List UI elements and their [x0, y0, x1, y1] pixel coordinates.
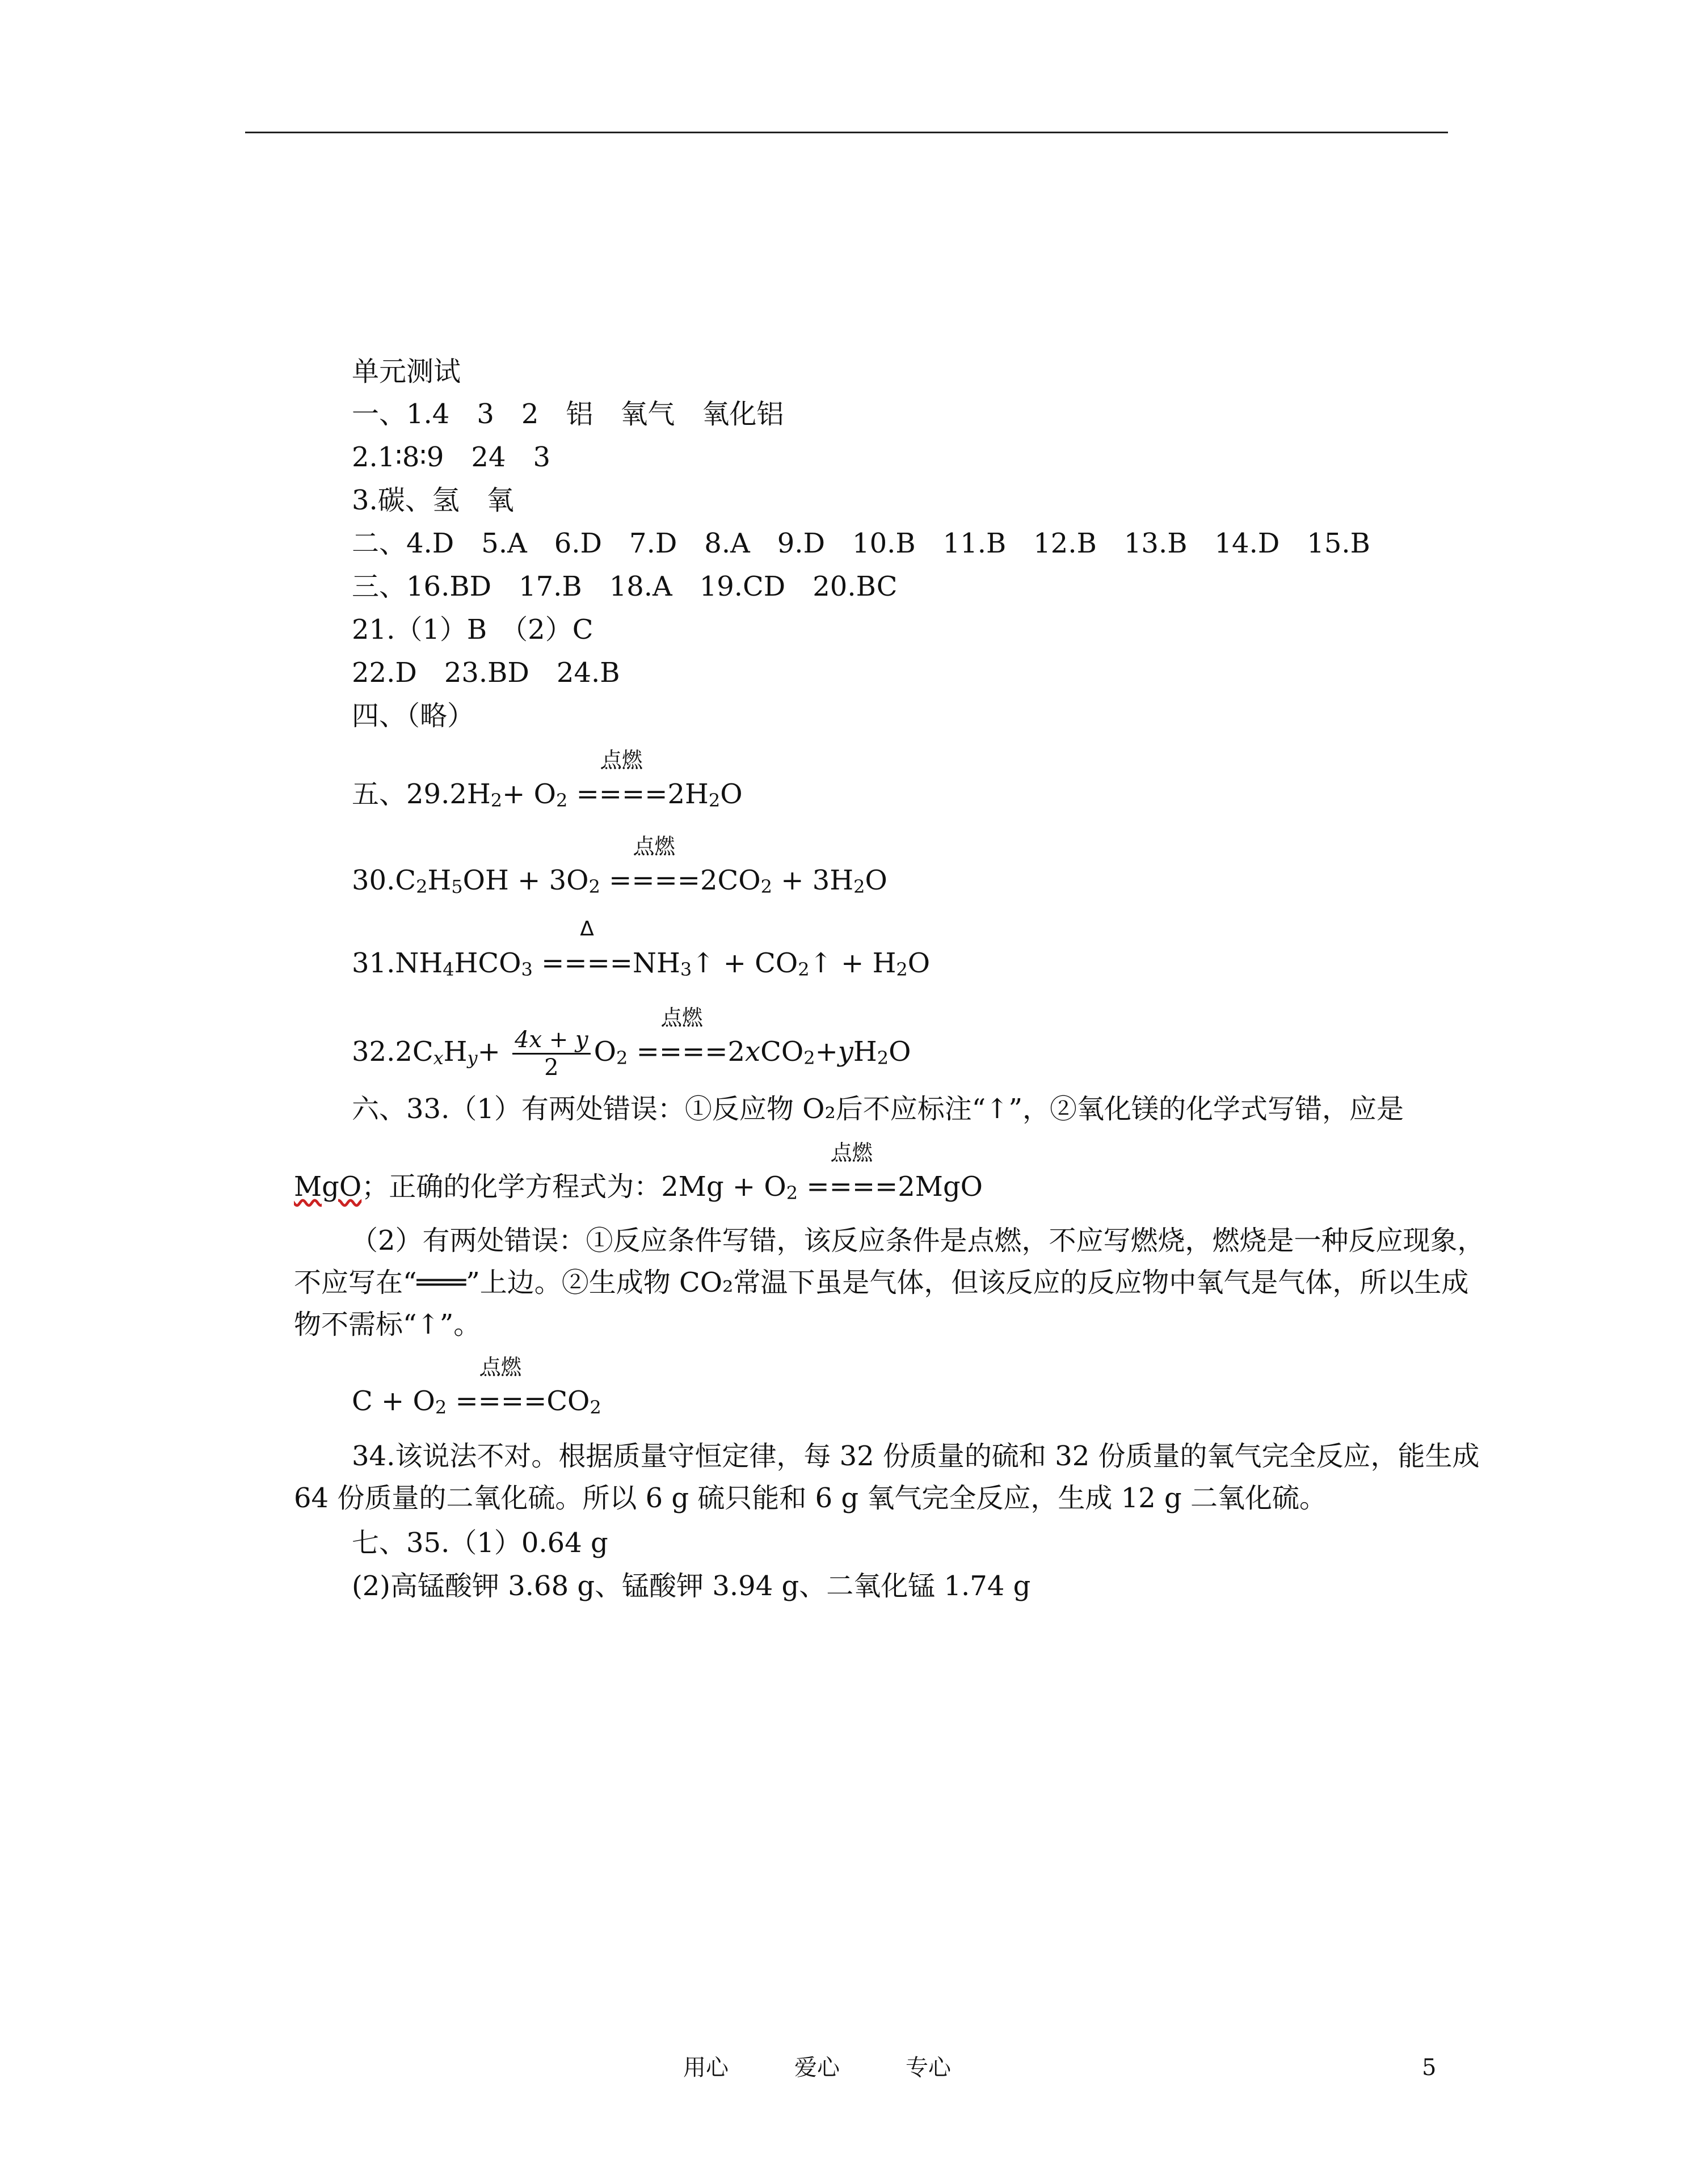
answer-line-8: 四、（略）	[352, 700, 475, 732]
q33-line-2: MgO；正确的化学方程式为：$2Mg + O_2$ 点燃 ====2MgO	[294, 1141, 983, 1204]
section-title: 单元测试	[352, 356, 461, 387]
mgo-formula: MgO	[294, 1171, 362, 1203]
fraction: $\frac{4x + y}{2}$	[512, 1027, 591, 1081]
page-number: 5	[1422, 2055, 1437, 2081]
q35-line-2: (2)高锰酸钾 3.68 g、锰酸钾 3.94 g、二氧化锰 1.74 g	[352, 1570, 1031, 1602]
q33-paragraph-2: （2）有两处错误：①反应条件写错，该反应条件是点燃，不应写燃烧，燃烧是一种反应现象，不应写在“═══”上边。②生成物 CO₂常温下虽是气体，但该反应的反应物中氧气是气体，所以生成物不需标“↑”。	[294, 1225, 1485, 1340]
answer-line-4: 二、4.D 5.A 6.D 7.D 8.A 9.D 10.B 11.B 12.B 13.B 14.D 15.B	[352, 528, 1370, 559]
equation-31-prefix: 31.	[352, 947, 395, 979]
footer-motto-3: 专心	[906, 2055, 951, 2081]
reaction-condition: 点燃 ====	[636, 1006, 728, 1068]
header-rule	[245, 132, 1448, 133]
equation-32-prefix: 32.	[352, 1036, 395, 1068]
footer-motto-1: 用心	[683, 2055, 729, 2081]
answer-line-2: 2.1∶8∶9 24 3	[352, 441, 551, 473]
answer-line-6: 21.（1）B （2）C	[352, 614, 593, 646]
answer-line-5: 三、16.BD 17.B 18.A 19.CD 20.BC	[352, 571, 898, 602]
q33-line-1: 六、33.（1）有两处错误：①反应物 O₂后不应标注“↑”，②氧化镁的化学式写错，应是	[352, 1093, 1404, 1125]
equation-32: $32.2C_xH_y+$ $\frac{4x + y}{2}$ $O_2$ 点燃 $====2xCO_2+yH_2O$	[352, 1006, 911, 1081]
equation-29-prefix: 五、29.	[352, 778, 450, 810]
equation-30: $30.C_2H_5OH + 3O_2$ 点燃 $====2CO_2 + 3H_2O$	[352, 834, 887, 897]
q33-equation-2: $C + O_2$ 点燃 $====CO_2$	[352, 1355, 601, 1418]
equation-30-prefix: 30.	[352, 865, 395, 896]
answer-line-3: 3.碳、氢 氧	[352, 484, 514, 516]
equation-31: $31.NH_4HCO_3$ Δ $====NH_3↑$ + $CO_2↑ + H_2O$	[352, 917, 931, 980]
equation-29: 五、$29.2H_2+ O_2$ 点燃 $====2H_2O$	[352, 748, 743, 811]
q34-paragraph: 34.该说法不对。根据质量守恒定律，每 32 份质量的硫和 32 份质量的氧气完全反应，能生成 64 份质量的二氧化硫。所以 6 g 硫只能和 6 g 氧气完全反应，生成 12 g 二氧化硫。	[294, 1440, 1480, 1514]
answer-line-1: 一、1.4 3 2 铝 氧气 氧化铝	[352, 398, 784, 430]
q35-line-1: 七、35.（1）0.64 g	[352, 1527, 608, 1559]
answer-line-7: 22.D 23.BD 24.B	[352, 657, 620, 689]
reaction-condition: Δ ====	[541, 917, 633, 979]
reaction-condition: 点燃 ====	[576, 748, 668, 810]
reaction-condition: 点燃 ====	[806, 1141, 898, 1203]
footer-motto-2: 爱心	[794, 2055, 840, 2081]
reaction-condition: 点燃 ====	[609, 834, 700, 896]
reaction-condition: 点燃 ====	[455, 1355, 547, 1417]
q33-line-2-text: ；正确的化学方程式为：	[361, 1171, 662, 1203]
